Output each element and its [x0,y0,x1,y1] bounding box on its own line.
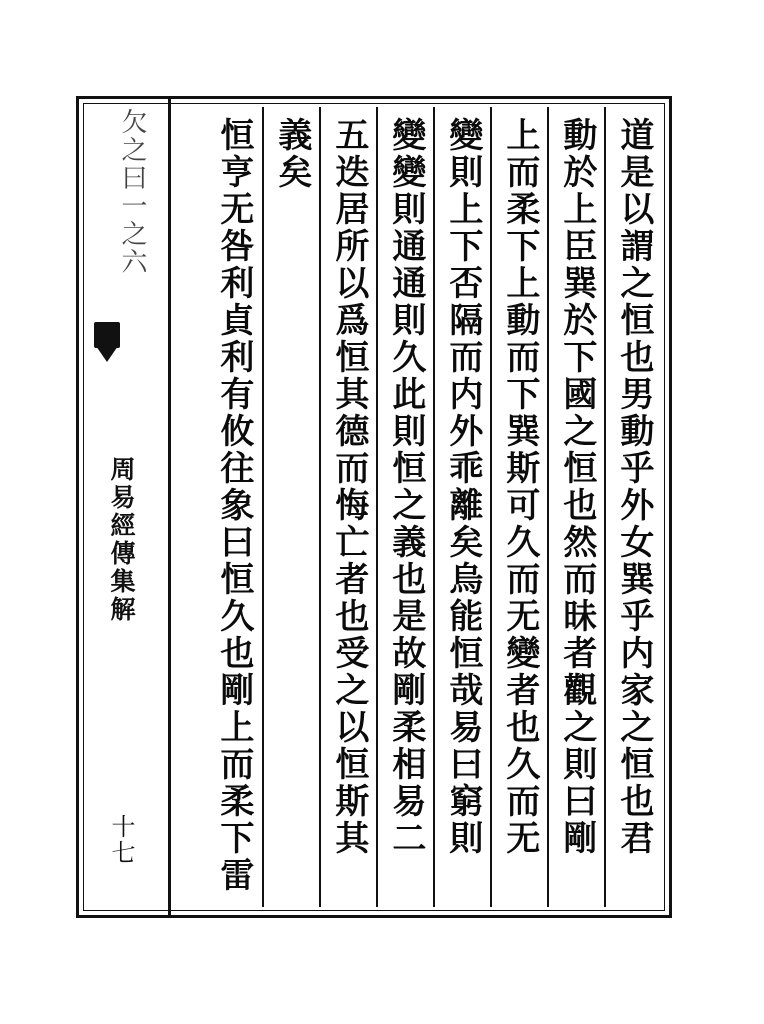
text-column [433,107,490,907]
page-spine [76,96,168,918]
column-text: 五迭居所以爲恒其德而悔亡者也受之以恒斯其 [328,117,369,857]
text-column [262,107,319,907]
spine-divider-rule [168,96,171,918]
column-text: 義矣 [271,117,312,191]
text-column [547,107,604,907]
column-text: 動於上臣巽於下國之恒也然而昧者觀之則曰剛 [556,117,597,857]
text-column [319,107,376,907]
page-number: 十七 [107,814,135,866]
text-column [205,107,262,907]
text-column [604,107,661,907]
text-column-container [87,107,661,907]
spine-top-marks: 欠之曰一之六 [117,108,147,276]
book-title: 周易經傳集解 [107,456,136,624]
column-text: 道是以謂之恒也男動乎外女巽乎内家之恒也君 [613,117,654,857]
column-text: 上而柔下上動而下巽斯可久而无變者也久而无 [499,117,540,857]
column-text: 恒亨无咎利貞利有攸往象曰恒久也剛上而柔下雷 [213,117,254,894]
text-column [376,107,433,907]
column-text: 變則上下否隔而内外乖離矣烏能恒哉易曰窮則 [442,117,483,857]
column-text: 變變則通通則久此則恒之義也是故剛柔相易二 [385,117,426,857]
text-column [490,107,547,907]
fish-tail-icon [94,322,124,356]
